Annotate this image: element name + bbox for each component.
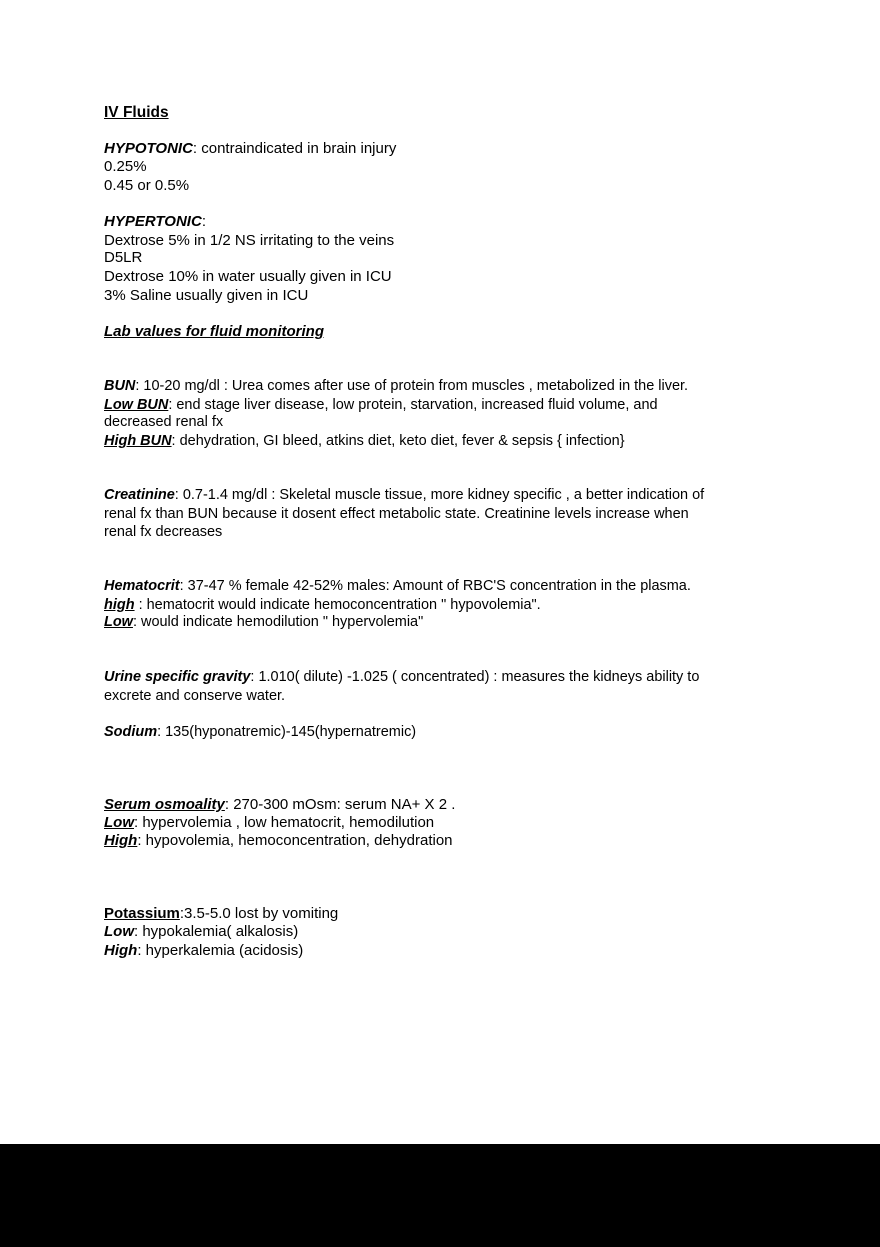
potassium-text: :3.5-5.0 lost by vomiting [179, 905, 339, 922]
urine-label: Urine specific gravity [104, 668, 251, 685]
urine-line-2: excrete and conserve water. [104, 687, 286, 704]
bun-text: : 10-20 mg/dl : Urea comes after use of protein from muscles , metabolized in the liver. [135, 377, 689, 394]
sodium-label: Sodium [104, 723, 158, 740]
hypotonic-item: 0.45 or 0.5% [104, 177, 190, 194]
creatinine-line-2: renal fx than BUN because it dosent effect metabolic state. Creatinine levels increase when [104, 505, 689, 522]
potassium-low-text: : hypokalemia( alkalosis) [134, 923, 299, 940]
high-bun-text: : dehydration, GI bleed, atkins diet, keto diet, fever & sepsis { infection} [171, 432, 625, 449]
low-bun-label: Low BUN [104, 396, 169, 413]
hematocrit-label: Hematocrit [104, 577, 180, 594]
creatinine-label: Creatinine [104, 486, 175, 503]
hematocrit-high-text: : hematocrit would indicate hemoconcentration " hypovolemia". [134, 596, 541, 613]
potassium-label: Potassium [104, 905, 180, 922]
lab-values-heading: Lab values for fluid monitoring [104, 323, 325, 340]
hematocrit-line [104, 577, 691, 595]
document-title: IV Fluids [104, 104, 169, 121]
serum-high-text: : hypovolemia, hemoconcentration, dehydration [137, 832, 453, 849]
potassium-low-label: Low [104, 923, 134, 940]
hypertonic-line [104, 213, 206, 231]
serum-osmolality-label: Serum osmoality [104, 796, 225, 813]
potassium-line [104, 905, 338, 923]
hypotonic-line [104, 140, 396, 158]
creatinine-line [104, 486, 704, 504]
hypertonic-item: D5LR [104, 249, 143, 266]
sodium-text: : 135(hyponatremic)-145(hypernatremic) [157, 723, 417, 740]
low-bun-text: : end stage liver disease, low protein, starvation, increased fluid volume, and [168, 396, 658, 413]
hematocrit-high-label: high [104, 596, 135, 613]
serum-osmolality-line [104, 796, 455, 814]
potassium-high-line [104, 942, 303, 960]
hematocrit-low-label: Low [104, 613, 133, 630]
hematocrit-high-line [104, 596, 541, 614]
potassium-high-label: High [104, 942, 138, 959]
hypertonic-item: 3% Saline usually given in ICU [104, 287, 309, 304]
hematocrit-low-line [104, 613, 423, 631]
serum-low-label: Low [104, 814, 134, 831]
hypertonic-text: : [201, 213, 206, 230]
hematocrit-text: : 37-47 % female 42-52% males: Amount of RBC'S concentration in the plasma. [179, 577, 691, 594]
hypotonic-label: HYPOTONIC [104, 140, 193, 157]
hypertonic-item: Dextrose 5% in 1/2 NS irritating to the veins [104, 232, 395, 249]
bun-label: BUN [104, 377, 136, 394]
serum-high-line [104, 832, 453, 850]
serum-low-text: : hypervolemia , low hematocrit, hemodilution [134, 814, 435, 831]
serum-low-line [104, 814, 434, 832]
urine-text: : 1.010( dilute) -1.025 ( concentrated) : measures the kidneys ability to [250, 668, 700, 685]
creatinine-text: : 0.7-1.4 mg/dl : Skeletal muscle tissue, more kidney specific , a better indication of [174, 486, 705, 503]
potassium-high-text: : hyperkalemia (acidosis) [137, 942, 304, 959]
hypertonic-item: Dextrose 10% in water usually given in ICU [104, 268, 392, 285]
serum-high-label: High [104, 832, 138, 849]
hypotonic-item: 0.25% [104, 158, 147, 175]
high-bun-line [104, 432, 625, 450]
bun-line [104, 377, 688, 395]
high-bun-label: High BUN [104, 432, 172, 449]
hypotonic-text: : contraindicated in brain injury [192, 140, 397, 157]
creatinine-line-3: renal fx decreases [104, 523, 223, 540]
hematocrit-low-text: : would indicate hemodilution " hypervolemia" [132, 613, 424, 630]
hypertonic-label: HYPERTONIC [104, 213, 202, 230]
sodium-line [104, 723, 416, 741]
urine-line [104, 668, 699, 686]
low-bun-line-cont: decreased renal fx [104, 413, 224, 430]
serum-osmolality-text: : 270-300 mOsm: serum NA+ X 2 . [224, 796, 456, 813]
potassium-low-line [104, 923, 298, 941]
low-bun-line [104, 396, 658, 414]
black-footer-band [0, 1144, 880, 1247]
